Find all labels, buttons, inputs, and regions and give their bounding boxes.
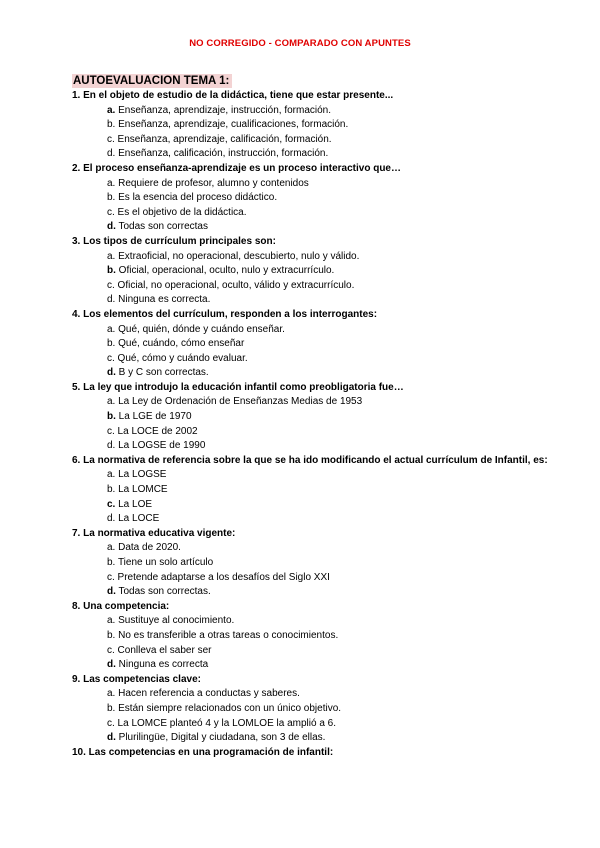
option-letter: a.	[107, 469, 116, 481]
answer-option	[72, 483, 552, 498]
option-text: Tiene un solo artículo	[115, 557, 214, 568]
option-letter: c.	[107, 571, 115, 583]
option-letter: d.	[107, 148, 116, 160]
option-text: Oficial, operacional, oculto, nulo y extracurrículo.	[115, 265, 335, 277]
answer-options	[72, 614, 552, 672]
question-10: 10. Las competencias en una programación de infantil:	[72, 746, 334, 758]
answer-options	[72, 177, 552, 235]
option-text: Oficial, no operacional, oculto, válido y extracurrículo.	[114, 279, 355, 291]
answer-options	[72, 323, 552, 381]
answer-option	[72, 352, 552, 367]
answer-option	[72, 731, 552, 746]
answer-option	[72, 556, 552, 571]
answer-option	[72, 323, 552, 338]
option-letter: b.	[107, 411, 116, 423]
question-1: 1. En el objeto de estudio de la didáctica, tiene que estar presente...	[72, 90, 394, 101]
question-2: 2. El proceso enseñanza-aprendizaje es un proceso interactivo que…	[72, 162, 401, 174]
answer-option	[72, 468, 552, 483]
option-letter: b.	[107, 192, 116, 204]
answer-option	[72, 614, 552, 629]
answer-option	[72, 395, 552, 410]
option-text: Es la esencia del proceso didáctico.	[115, 192, 278, 204]
option-letter: c.	[107, 425, 115, 437]
option-text: La LOCE de 2002	[114, 425, 198, 437]
option-letter: b.	[107, 557, 116, 568]
option-letter: b.	[107, 265, 116, 277]
option-text: Hacen referencia a conductas y saberes.	[115, 688, 300, 700]
answer-option	[72, 279, 552, 294]
option-letter: c.	[107, 352, 115, 364]
option-text: La Ley de Ordenación de Enseñanzas Medias de 1953	[115, 396, 363, 408]
option-text: La LOGSE de 1990	[115, 440, 206, 452]
answer-option	[72, 206, 552, 221]
option-letter: b.	[107, 484, 116, 496]
question-list	[72, 89, 552, 760]
question-8: 8. Una competencia:	[72, 600, 170, 612]
option-letter: a.	[107, 323, 116, 335]
option-letter: c.	[107, 644, 115, 656]
answer-option	[72, 541, 552, 556]
option-letter: d.	[107, 659, 116, 671]
option-text: Enseñanza, calificación, instrucción, formación.	[115, 148, 329, 160]
answer-option	[72, 250, 552, 265]
answer-option	[72, 147, 552, 162]
answer-option	[72, 293, 552, 308]
option-letter: a.	[107, 542, 116, 554]
question-4: 4. Los elementos del currículum, responden a los interrogantes:	[72, 308, 378, 320]
answer-option	[72, 337, 552, 352]
option-text: Todas son correctas	[115, 221, 208, 233]
option-text: Qué, quién, dónde y cuándo enseñar.	[115, 323, 285, 335]
option-text: Qué, cómo y cuándo evaluar.	[114, 352, 248, 364]
answer-option	[72, 658, 552, 673]
answer-option	[72, 118, 552, 133]
answer-option	[72, 644, 552, 659]
answer-options	[72, 541, 552, 599]
option-text: La LOGSE	[115, 469, 167, 481]
answer-options	[72, 468, 552, 526]
question-3: 3. Los tipos de currículum principales son:	[72, 235, 276, 247]
answer-option	[72, 366, 552, 381]
option-letter: a.	[107, 250, 116, 262]
question-6: 6. La normativa de referencia sobre la que se ha ido modificando el actual currículum de Infantil, es:	[72, 454, 548, 466]
option-text: Conlleva el saber ser	[114, 644, 212, 656]
header-note: NO CORREGIDO - COMPARADO CON APUNTES	[189, 38, 411, 49]
option-letter: b.	[107, 338, 116, 350]
answer-option	[72, 177, 552, 192]
option-text: La LGE de 1970	[115, 411, 192, 423]
option-text: La LOMCE	[115, 484, 168, 496]
option-text: Qué, cuándo, cómo enseñar	[115, 338, 245, 350]
answer-options	[72, 250, 552, 308]
option-text: No es transferible a otras tareas o conocimientos.	[115, 629, 339, 641]
option-letter: d.	[107, 294, 116, 306]
option-letter: c.	[107, 498, 116, 510]
option-text: B y C son correctas.	[115, 367, 209, 379]
option-text: La LOE	[115, 498, 153, 510]
option-letter: a.	[107, 177, 116, 189]
answer-option	[72, 571, 552, 586]
option-letter: d.	[107, 367, 116, 379]
answer-options	[72, 687, 552, 745]
option-text: La LOCE	[115, 513, 160, 525]
option-text: Data de 2020.	[115, 542, 181, 554]
answer-option	[72, 585, 552, 600]
option-text: La LOMCE planteó 4 y la LOMLOE la amplió a 6.	[114, 717, 337, 729]
option-letter: c.	[107, 206, 115, 218]
answer-option	[72, 629, 552, 644]
option-letter: d.	[107, 513, 116, 525]
answer-option	[72, 439, 552, 454]
option-letter: d.	[107, 440, 116, 452]
option-text: Es el objetivo de la didáctica.	[114, 206, 247, 218]
option-letter: b.	[107, 119, 116, 131]
question-7: 7. La normativa educativa vigente:	[72, 527, 236, 539]
answer-options	[72, 104, 552, 162]
option-text: Enseñanza, aprendizaje, calificación, formación.	[114, 133, 332, 145]
option-text: Ninguna es correcta	[115, 659, 209, 671]
option-text: Enseñanza, aprendizaje, cualificaciones, formación.	[115, 119, 349, 131]
option-text: Requiere de profesor, alumno y contenidos	[115, 177, 309, 189]
option-letter: a.	[107, 615, 116, 627]
question-5: 5. La ley que introdujo la educación infantil como preobligatoria fue…	[72, 381, 404, 393]
option-text: Todas son correctas.	[115, 586, 211, 598]
option-letter: b.	[107, 702, 116, 714]
option-text: Pretende adaptarse a los desafíos del Siglo XXI	[114, 571, 330, 583]
option-text: Extraoficial, no operacional, descubierto, nulo y válido.	[115, 250, 360, 262]
option-text: Enseñanza, aprendizaje, instrucción, formación.	[115, 104, 332, 116]
answer-option	[72, 264, 552, 279]
answer-option	[72, 512, 552, 527]
answer-option	[72, 133, 552, 148]
option-letter: d.	[107, 732, 116, 744]
answer-option	[72, 104, 552, 119]
answer-option	[72, 702, 552, 717]
answer-option	[72, 717, 552, 732]
answer-option	[72, 687, 552, 702]
answer-option	[72, 191, 552, 206]
option-letter: b.	[107, 629, 116, 641]
option-letter: d.	[107, 221, 116, 233]
option-letter: c.	[107, 279, 115, 291]
option-text: Sustituye al conocimiento.	[115, 615, 235, 627]
option-text: Ninguna es correcta.	[115, 294, 211, 306]
option-letter: a.	[107, 396, 116, 408]
answer-option	[72, 498, 552, 513]
option-letter: c.	[107, 133, 115, 145]
answer-option	[72, 410, 552, 425]
option-text: Plurilingüe, Digital y ciudadana, son 3 de ellas.	[115, 732, 326, 744]
answer-option	[72, 425, 552, 440]
question-9: 9. Las competencias clave:	[72, 673, 201, 685]
option-letter: a.	[107, 688, 116, 700]
answer-options	[72, 395, 552, 453]
page-title: AUTOEVALUACION TEMA 1:	[72, 74, 232, 88]
option-letter: d.	[107, 586, 116, 598]
option-letter: c.	[107, 717, 115, 729]
answer-option	[72, 220, 552, 235]
option-letter: a.	[107, 104, 116, 116]
option-text: Están siempre relacionados con un único objetivo.	[115, 702, 342, 714]
